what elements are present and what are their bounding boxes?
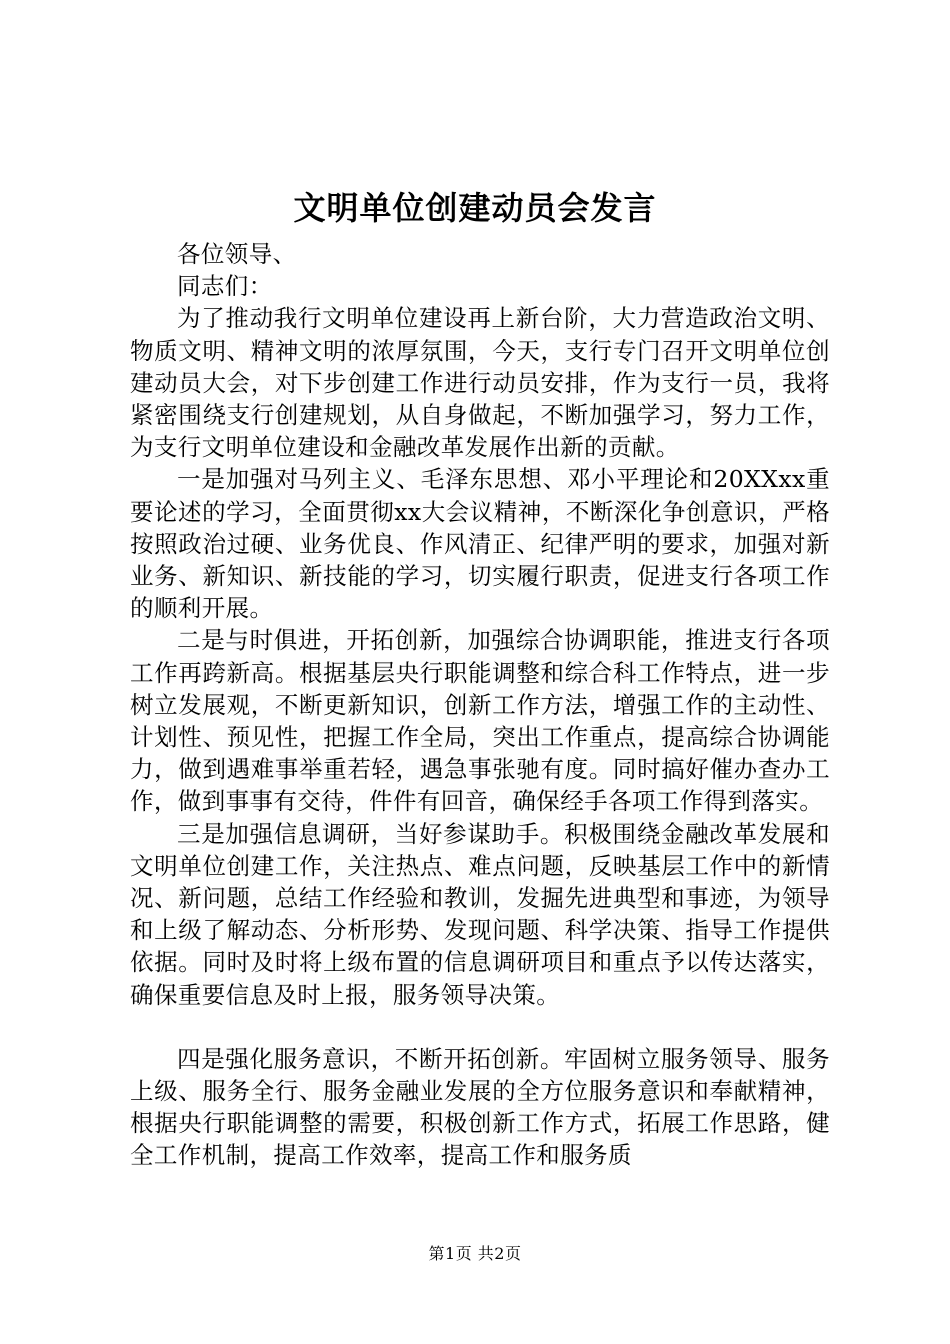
paragraph: 四是强化服务意识，不断开拓创新。牢固树立服务领导、服务上级、服务全行、服务金融业发展的全方位服务意识和奉献精神，根据央行职能调整的需要，积极创新工作方式，拓展工作思路，健全工作机制，提高工作效率，提高工作和服务质: [130, 1044, 830, 1170]
salutation-line: 同志们：: [177, 272, 273, 301]
paragraph: 二是与时俱进，开拓创新，加强综合协调职能，推进支行各项工作再跨新高。根据基层央行职能调整和综合科工作特点，进一步树立发展观，不断更新知识，创新工作方法，增强工作的主动性、计划性、预见性，把握工作全局，突出工作重点，提高综合协调能力，做到遇难事举重若轻，遇急事张驰有度。同时搞好催办查办工作，做到事事有交待，件件有回音，确保经手各项工作得到落实。: [130, 626, 830, 816]
document-body: [130, 238, 830, 1172]
document-title: 文明单位创建动员会发言: [293, 189, 657, 227]
salutation-line: 各位领导、: [177, 240, 297, 268]
paragraph: 一是加强对马列主义、毛泽东思想、邓小平理论和20XXxx重要论述的学习，全面贯彻xx大会议精神，不断深化争创意识，严格按照政治过硬、业务优良、作风清正、纪律严明的要求，加强对新业务、新知识、新技能的学习，切实履行职责，促进支行各项工作的顺利开展。: [130, 465, 830, 623]
paragraph: 为了推动我行文明单位建设再上新台阶，大力营造政治文明、物质文明、精神文明的浓厚氛围，今天，支行专门召开文明单位创建动员大会，对下步创建工作进行动员安排，作为支行一员，我将紧密围绕支行创建规划，从自身做起，不断加强学习，努力工作，为支行文明单位建设和金融改革发展作出新的贡献。: [130, 304, 830, 462]
paragraph: 三是加强信息调研，当好参谋助手。积极围绕金融改革发展和文明单位创建工作，关注热点、难点问题，反映基层工作中的新情况、新问题，总结工作经验和教训，发掘先进典型和事迹，为领导和上级了解动态、分析形势、发现问题、科学决策、指导工作提供依据。同时及时将上级布置的信息调研项目和重点予以传达落实，确保重要信息及时上报，服务领导决策。: [130, 819, 830, 1009]
page-footer: 第1页 共2页: [428, 1244, 522, 1263]
